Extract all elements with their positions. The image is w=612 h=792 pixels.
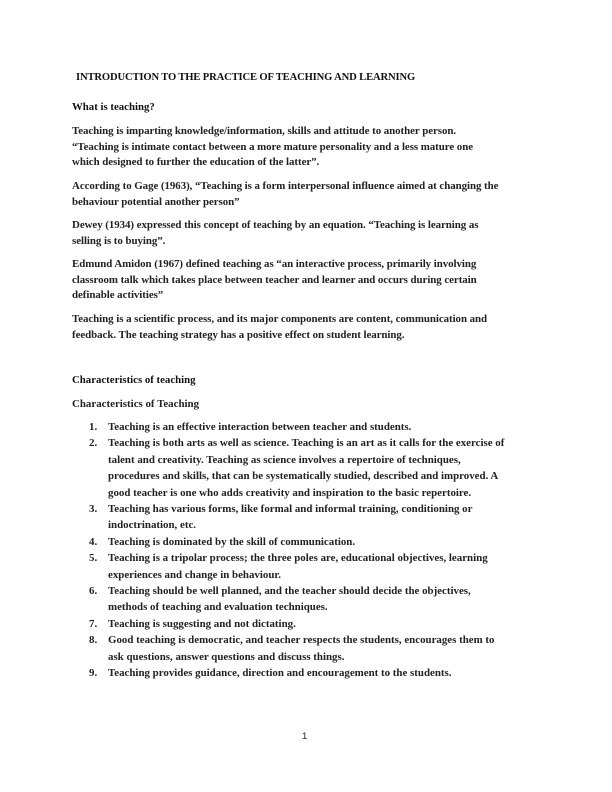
- text-line: Teaching has various forms, like formal and informal training, conditioning or: [108, 503, 473, 516]
- paragraph-gage: [72, 179, 542, 210]
- list-number: 8.: [89, 634, 98, 647]
- text-line: Teaching is both arts as well as science. Teaching is an art as it calls for the exercise of: [108, 437, 505, 450]
- list-item: [72, 583, 552, 616]
- text-line: Teaching is an effective interaction between teacher and students.: [108, 421, 412, 433]
- text-line: Teaching is a scientific process, and its major components are content, communication and: [72, 313, 488, 325]
- list-item: [72, 550, 552, 583]
- text-line: ask questions, answer questions and discuss things.: [108, 650, 345, 663]
- text-line: methods of teaching and evaluation techniques.: [108, 601, 328, 614]
- list-number: 4.: [89, 535, 98, 548]
- text-line: definable activities”: [72, 289, 164, 302]
- list-item: [72, 665, 552, 681]
- list-number: 5.: [89, 552, 98, 565]
- section-heading-what-is-teaching: What is teaching?: [72, 101, 155, 113]
- text-line: behaviour potential another person”: [72, 195, 240, 208]
- text-line: Good teaching is democratic, and teacher respects the students, encourages them to: [108, 634, 495, 647]
- section-heading-characteristics: Characteristics of teaching: [72, 374, 196, 386]
- paragraph-dewey: [72, 218, 542, 249]
- list-item: [72, 501, 552, 534]
- text-line: feedback. The teaching strategy has a positive effect on student learning.: [72, 328, 405, 341]
- characteristics-list: [72, 419, 552, 682]
- subheading-characteristics: Characteristics of Teaching: [72, 398, 200, 410]
- text-line: which designed to further the education of the latter”.: [72, 156, 320, 169]
- list-item: [72, 534, 552, 550]
- text-line: selling is to buying”.: [72, 234, 166, 247]
- list-number: 3.: [89, 503, 98, 516]
- list-item: [72, 632, 552, 665]
- paragraph-definition: [72, 124, 542, 171]
- text-line: Teaching is dominated by the skill of communication.: [108, 535, 356, 548]
- text-line: talent and creativity. Teaching as science involves a repertoire of techniques,: [108, 453, 461, 466]
- text-line: procedures and skills, that can be systematically studied, described and improved. A: [108, 470, 499, 483]
- paragraph-amidon: [72, 257, 542, 304]
- list-item: [72, 616, 552, 632]
- document-title: INTRODUCTION TO THE PRACTICE OF TEACHING AND LEARNING: [76, 72, 416, 83]
- text-line: Dewey (1934) expressed this concept of teaching by an equation. “Teaching is learning as: [72, 219, 479, 231]
- paragraph-scientific-process: [72, 312, 542, 343]
- list-item: [72, 435, 552, 501]
- text-line: Teaching is imparting knowledge/information, skills and attitude to another person.: [72, 125, 457, 137]
- list-number: 1.: [89, 421, 98, 433]
- text-line: experiences and change in behaviour.: [108, 568, 281, 581]
- list-item: [72, 419, 552, 435]
- text-line: Teaching provides guidance, direction and encouragement to the students.: [108, 667, 452, 680]
- text-line: Teaching is suggesting and not dictating.: [108, 617, 296, 630]
- text-line: “Teaching is intimate contact between a more mature personality and a less mature one: [72, 140, 473, 153]
- text-line: indoctrination, etc.: [108, 519, 197, 532]
- text-line: Teaching is a tripolar process; the three poles are, educational objectives, learning: [108, 552, 488, 565]
- list-number: 6.: [89, 585, 98, 598]
- list-number: 7.: [89, 617, 98, 630]
- list-number: 9.: [89, 667, 98, 680]
- text-line: classroom talk which takes place between teacher and learner and occurs during certain: [72, 273, 477, 286]
- list-number: 2.: [89, 437, 98, 450]
- text-line: Edmund Amidon (1967) defined teaching as “an interactive process, primarily involving: [72, 258, 477, 270]
- text-line: good teacher is one who adds creativity and inspiration to the basic repertoire.: [108, 486, 472, 499]
- text-line: According to Gage (1963), “Teaching is a form interpersonal influence aimed at changing the: [72, 180, 499, 192]
- page-number: 1: [302, 731, 308, 742]
- text-line: Teaching should be well planned, and the teacher should decide the objectives,: [108, 585, 471, 598]
